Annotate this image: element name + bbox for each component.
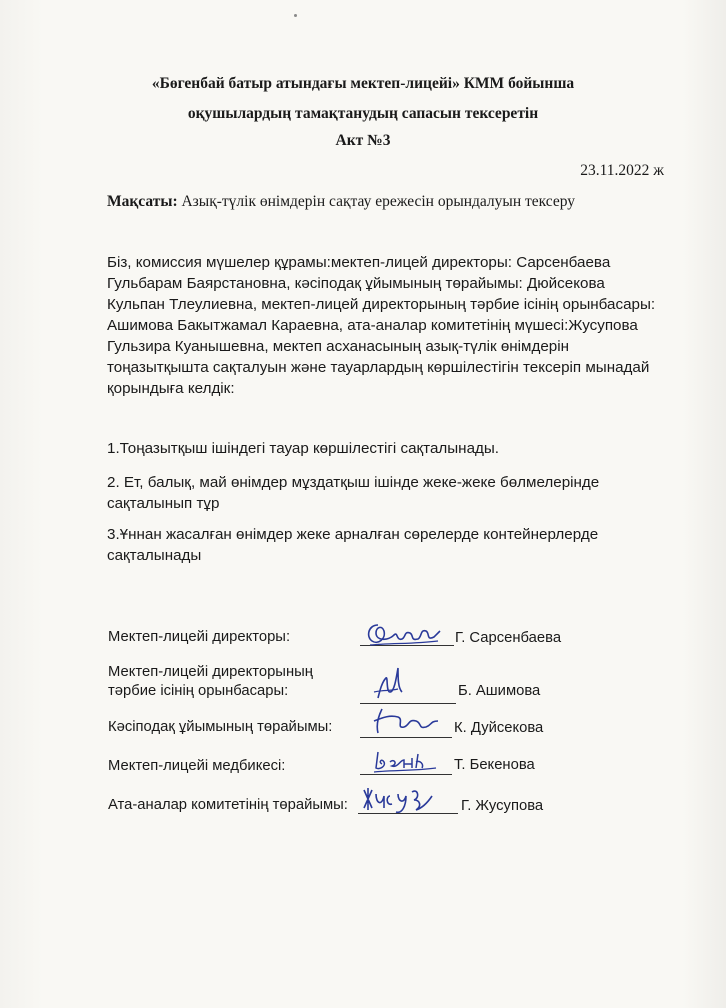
finding-item-2 [107,472,667,514]
signature-label-line: Мектеп-лицейі директорының [108,664,313,680]
scan-speck [294,14,297,17]
signature-name-director: Г. Сарсенбаева [455,630,562,646]
intro-line: Кульпан Тлеулиевна, мектеп-лицей директорының тәрбие ісінің орынбасары: [107,296,656,313]
purpose-label: Мақсаты: [107,193,178,210]
signature-label-union [108,718,332,737]
intro-line: қорындыға келдік: [107,380,235,397]
finding-item-1 [107,438,667,459]
signature-deputy-mark [368,662,418,702]
signature-director-mark [364,617,444,649]
signature-name-parents: Г. Жусупова [461,798,544,814]
act-date: 23.11.2022 ж [580,162,664,179]
header-line-2: оқушылардың тамақтанудың сапасын тексеретін [187,105,539,122]
signature-label-line: Мектеп-лицейі медбикесі: [108,758,286,774]
signature-name-union: К. Дуйсекова [454,720,544,736]
signature-label-line: Мектеп-лицейі директоры: [108,629,291,645]
signature-label-line: Ата-аналар комитетінің төрайымы: [108,797,348,813]
purpose [107,193,575,211]
signature-label-line: тәрбие ісінің орынбасары: [108,683,289,699]
header-line-1: «Бөгенбай батыр атындағы мектеп-лицейі» КММ бойынша [151,75,575,92]
purpose-text: Азық-түлік өнімдерін сақтау ережесін орындалуын тексеру [177,193,576,210]
signature-label-deputy [108,663,313,701]
intro-line: тоңазытқышта сақталуын және тауарлардың көршілестігін тексеріп мынадай [107,359,650,376]
finding-line: сақталынады [107,547,202,564]
signature-name-nurse: Т. Бекенова [454,757,535,773]
intro-line: Ашимова Бакытжамал Караевна, ата-аналар комитетінің мүшесі:Жусупова [107,317,638,334]
finding-line: 1.Тоңазытқыш ішіндегі тауар көршілестігі сақталынады. [107,440,500,457]
signature-nurse-mark [370,748,446,776]
act-number: Акт №3 [335,132,391,149]
finding-line: 2. Ет, балық, май өнімдер мұздатқыш ішінде жеке-жеке бөлмелерінде [107,474,600,491]
commission-intro [107,252,677,399]
signature-label-line: Кәсіподақ ұйымының төрайымы: [108,719,333,735]
intro-line: Гульбарам Баярстановна, кәсіподақ ұйымының төрайымы: Дюйсекова [107,275,605,292]
intro-line: Гульзира Куанышевна, мектеп асханасының азық-түлік өнімдерін [107,338,570,355]
finding-line: сақталынып тұр [107,495,220,512]
signature-label-director [108,628,290,647]
signature-parents-mark [358,782,444,816]
finding-line: 3.Ұннан жасалған өнімдер жеке арналған сөрелерде контейнерлерде [107,526,599,543]
finding-item-3 [107,524,667,566]
signature-union-mark [368,703,444,739]
signature-name-deputy: Б. Ашимова [458,683,541,699]
intro-line: Біз, комиссия мүшелер құрамы:мектеп-лицей директоры: Сарсенбаева [107,254,611,271]
signature-label-parents [108,796,348,815]
signature-label-nurse [108,757,285,776]
